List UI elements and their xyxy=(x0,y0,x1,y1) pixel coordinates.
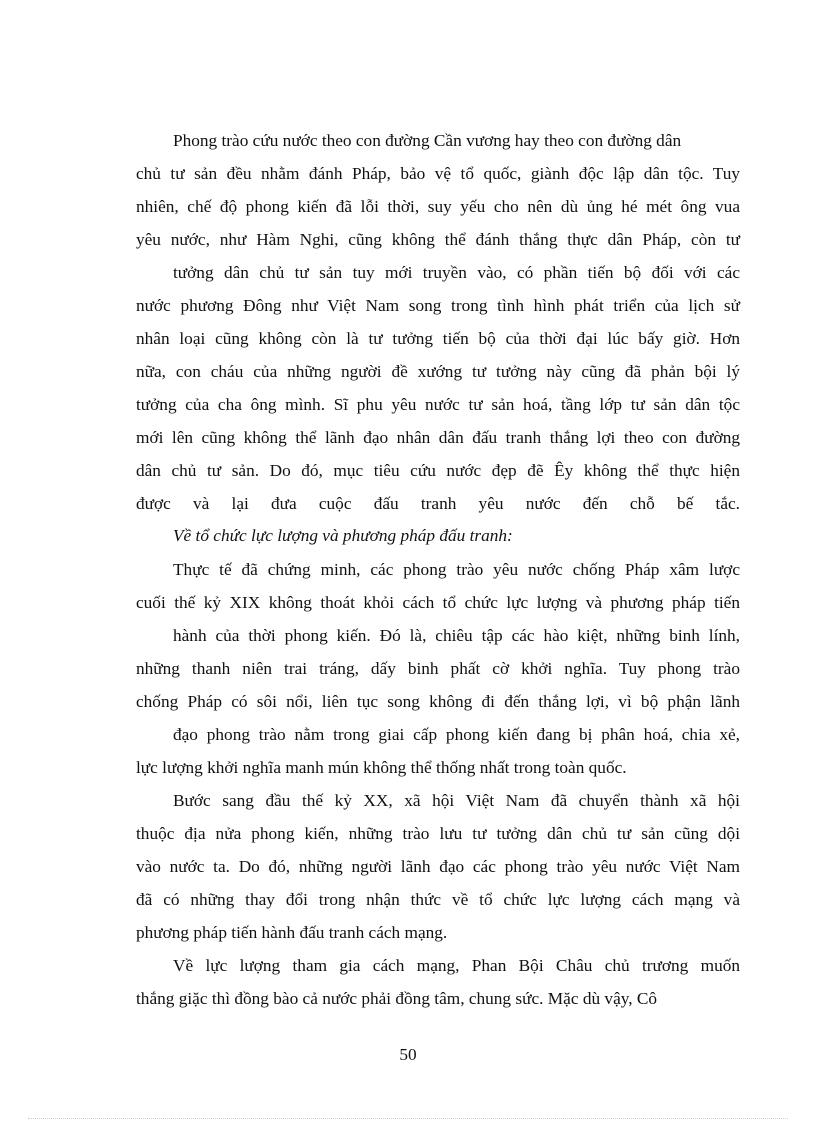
text-line: đã có những thay đổi trong nhận thức về tổ chức lực lượng cách mạng và xyxy=(136,890,740,909)
text-line: nhiên, chế độ phong kiến đã lỗi thời, suy yếu cho nên dù ủng hé mét ông vua xyxy=(136,197,740,216)
text-line: yêu nước, như Hàm Nghi, cũng không thể đánh thắng thực dân Pháp, còn tư xyxy=(136,230,740,249)
text-line: chủ tư sản đều nhằm đánh Pháp, bảo vệ tổ quốc, giành độc lập dân tộc. Tuy xyxy=(136,164,740,183)
page-edge-divider xyxy=(28,1118,788,1119)
text-line: Thực tế đã chứng minh, các phong trào yêu nước chống Pháp xâm lược xyxy=(173,560,740,579)
text-line: Bước sang đầu thế kỷ XX, xã hội Việt Nam đã chuyển thành xã hội xyxy=(173,791,740,810)
text-line: lực lượng khởi nghĩa manh mún không thể thống nhất trong toàn quốc. xyxy=(136,758,627,777)
text-line: nhân loại cũng không còn là tư tưởng tiến bộ của thời đại lúc bấy giờ. Hơn xyxy=(136,329,740,348)
text-line: được và lại đưa cuộc đấu tranh yêu nước đến chỗ bế tắc. xyxy=(136,494,740,513)
text-line: nữa, con cháu của những người đề xướng tư tưởng này cũng đã phản bội lý xyxy=(136,362,740,381)
text-line: nước phương Đông như Việt Nam song trong tình hình phát triển của lịch sử xyxy=(136,296,740,315)
text-line: phương pháp tiến hành đấu tranh cách mạng. xyxy=(136,923,448,942)
page-number: 50 xyxy=(399,1045,417,1064)
text-line: Phong trào cứu nước theo con đường Cần vương hay theo con đường dân xyxy=(173,131,682,150)
text-line: tưởng của cha ông mình. Sĩ phu yêu nước tư sản hoá, tầng lớp tư sản dân tộc xyxy=(136,395,740,414)
text-line: mới lên cũng không thể lãnh đạo nhân dân đấu tranh thắng lợi theo con đường xyxy=(136,428,740,447)
text-line: cuối thế kỷ XIX không thoát khỏi cách tổ chức lực lượng và phương pháp tiến xyxy=(136,593,740,612)
text-line: chống Pháp có sôi nổi, liên tục song không đi đến thắng lợi, vì bộ phận lãnh xyxy=(136,692,740,711)
text-line: dân chủ tư sản. Do đó, mục tiêu cứu nước đẹp đẽ Êy không thể thực hiện xyxy=(136,461,740,480)
text-line: những thanh niên trai tráng, dấy binh phất cờ khởi nghĩa. Tuy phong trào xyxy=(136,659,740,678)
text-line: hành của thời phong kiến. Đó là, chiêu tập các hào kiệt, những binh lính, xyxy=(173,626,740,645)
text-line: Về lực lượng tham gia cách mạng, Phan Bội Châu chủ trương muốn xyxy=(173,956,740,975)
text-line: vào nước ta. Do đó, những người lãnh đạo các phong trào yêu nước Việt Nam xyxy=(136,857,740,876)
text-line: thuộc địa nửa phong kiến, những trào lưu tư tưởng dân chủ tư sản cũng dội xyxy=(136,824,740,843)
section-heading: Về tổ chức lực lượng và phương pháp đấu tranh: xyxy=(173,526,513,545)
text-line: thắng giặc thì đồng bào cả nước phải đồng tâm, chung sức. Mặc dù vậy, Cô xyxy=(136,989,658,1008)
text-line: tưởng dân chủ tư sản tuy mới truyền vào, có phần tiến bộ đối với các xyxy=(173,263,740,282)
text-line: đạo phong trào nằm trong giai cấp phong kiến đang bị phân hoá, chia xẻ, xyxy=(173,725,740,744)
